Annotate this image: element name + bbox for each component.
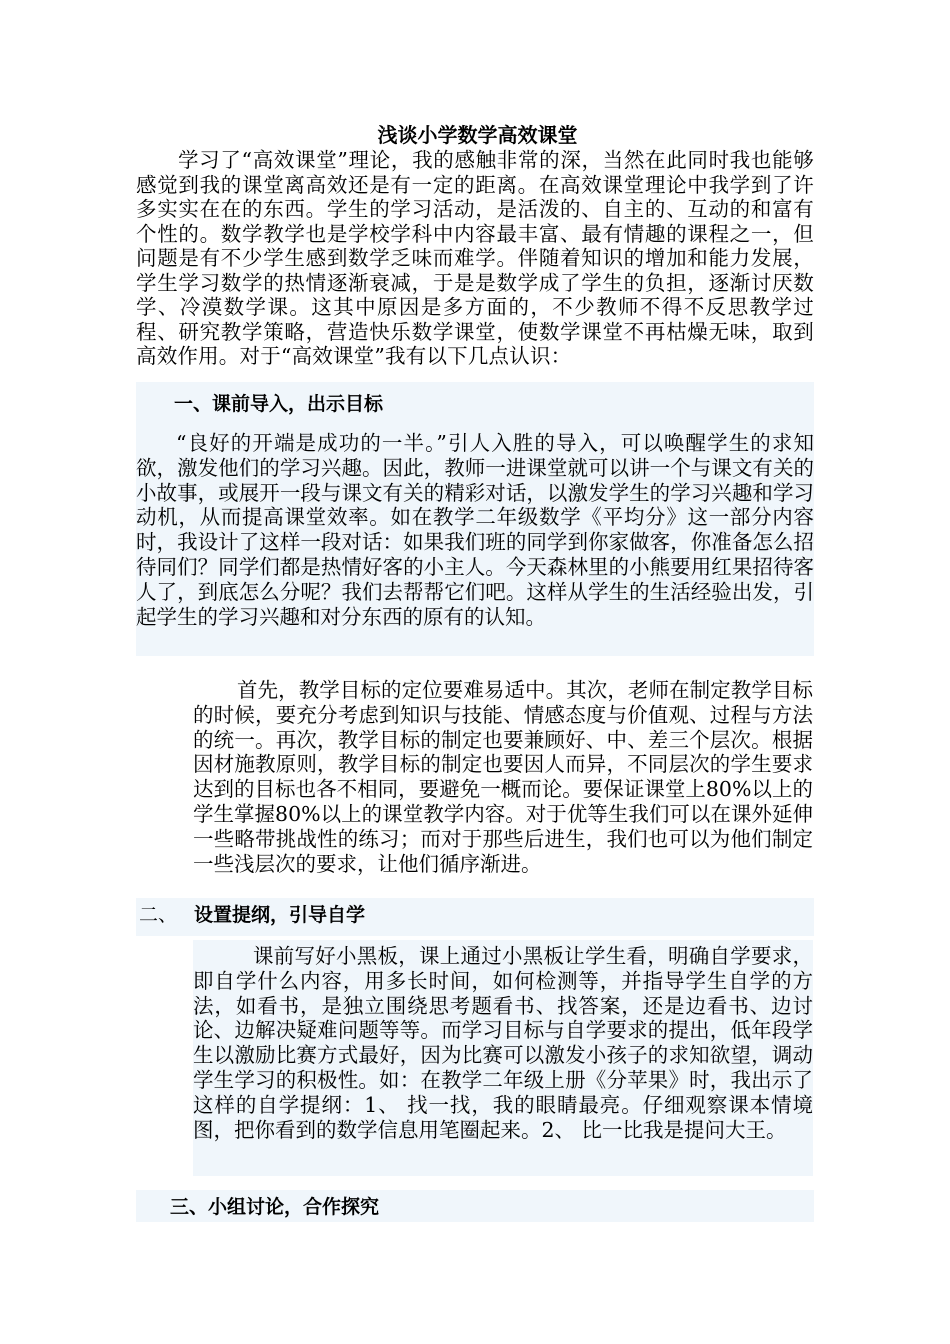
section-2-heading: 设置提纲，引导自学 — [194, 904, 366, 926]
section-1-heading-bar — [136, 382, 814, 424]
section-1-paragraph-1-block — [136, 424, 814, 656]
section-2-paragraph-block — [193, 940, 813, 1176]
intro-paragraph: 学习了“高效课堂”理论，我的感触非常的深，当然在此同时我也能够感觉到我的课堂离高效还是有一定的距离。在高效课堂理论中我学到了许多实实在在的东西。学生的学习活动，是活泼的、自主的、互动的和富有个性的。数学教学也是学校学科中内容最丰富、最有情趣的课程之一，但问题是有不少学生感到数学乏味而难学。伴随着知识的增加和能力发展，学生学习数学的热情逐渐衰减，于是是数学成了学生的负担，逐渐讨厌数学、冷漠数学课。这其中原因是多方面的，不少教师不得不反思教学过程、研究教学策略，营造快乐数学课堂，使数学课堂不再枯燥无味，取到高效作用。对于“高效课堂”我有以下几点认识： — [136, 148, 814, 368]
document-title: 浅谈小学数学高效课堂 — [377, 123, 578, 147]
section-2-number: 二、 — [139, 904, 178, 926]
intro-paragraph-block — [136, 148, 814, 369]
section-1-paragraph-2: 首先，教学目标的定位要难易适中。其次，老师在制定教学目标的时候，要充分考虑到知识与技能、情感态度与价值观、过程与方法的统一。再次，教学目标的制定也要兼顾好、中、差三个层次。根据因材施教原则，教学目标的制定也要因人而异，不同层次的学生要求达到的目标也各不相同，要避免一概而论。要保证课堂上80%以上的学生掌握80%以上的课堂教学内容。对于优等生我们可以在课外延伸一些略带挑战性的练习；而对于那些后进生，我们也可以为他们制定一些浅层次的要求，让他们循序渐进。 — [193, 678, 813, 876]
section-2-paragraph: 课前写好小黑板，课上通过小黑板让学生看，明确自学要求，即自学什么内容，用多长时间，如何检测等，并指导学生自学的方法，如看书，是独立围绕思考题看书、找答案，还是边看书、边讨论、边解决疑难问题等等。而学习目标与自学要求的提出，低年段学生以激励比赛方式最好，因为比赛可以激发小孩子的求知欲望，调动学生学习的积极性。如：在教学二年级上册《分苹果》时，我出示了这样的自学提纲：1、 找一找，我的眼睛最亮。仔细观察课本情境图，把你看到的数学信息用笔圈起来。2、 比一比我是提问大王。 — [193, 944, 813, 1142]
section-3-heading: 三、小组讨论，合作探究 — [170, 1196, 380, 1218]
section-2-heading-bar — [136, 898, 814, 936]
section-1-paragraph-1: “良好的开端是成功的一半。”引人入胜的导入，可以唤醒学生的求知欲，激发他们的学习兴趣。因此，教师一进课堂就可以讲一个与课文有关的小故事，或展开一段与课文有关的精彩对话，以激发学生的学习兴趣和学习动机，从而提高课堂效率。如在教学二年级数学《平均分》这一部分内容时，我设计了这样一段对话：如果我们班的同学到你家做客，你准备怎么招待同们？同学们都是热情好客的小主人。今天森林里的小熊要用红果招待客人了，到底怎么分呢？我们去帮帮它们吧。这样从学生的生活经验出发，引起学生的学习兴趣和对分东西的原有的认知。 — [136, 431, 814, 629]
section-1-heading: 一、课前导入，出示目标 — [174, 393, 384, 415]
section-1-paragraph-2-block — [193, 678, 813, 876]
section-3-heading-bar — [136, 1190, 814, 1222]
